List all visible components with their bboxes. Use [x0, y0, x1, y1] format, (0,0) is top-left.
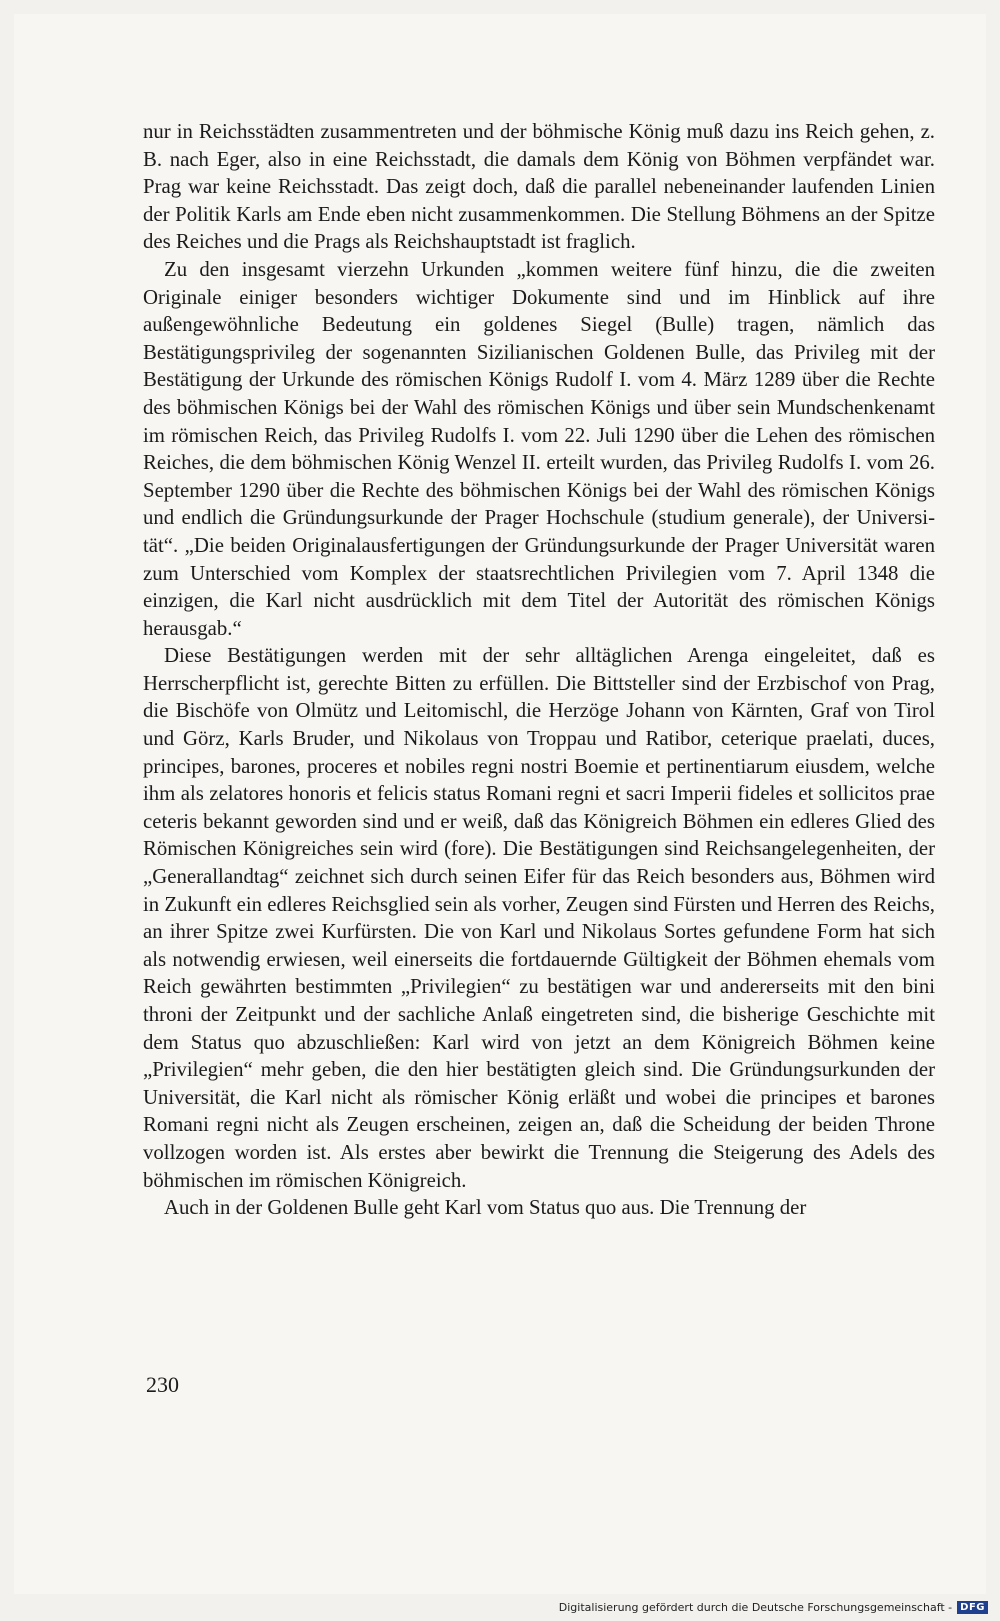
- paragraph-3: Diese Bestätigungen werden mit der sehr alltäglichen Arenga eingeleitet, daß es Herrscherpflicht ist, gerechte Bitten zu erfüllen. Die Bittsteller sind der Erzbischof von Prag, die Bischöfe von Olmütz und Leitomischl, die Herzöge Johann von Kärnten, Graf von Tirol und Görz, Karls Bruder, und Nikolaus von Troppau und Ratibor, ceterique praelati, duces, principes, barones, proceres et nobiles regni nostri Boemie et pertinentiarum eiusdem, welche ihm als zelatores honoris et felicis status Romani regni et sacri Imperii fideles et sollicitos prae ceteris bekannt geworden sind und er weiß, daß das Königreich Böhmen ein edleres Glied des Römischen Königreiches sein wird (fore). Die Bestätigungen sind Reichsangelegenheiten, der „Generallandtag“ zeichnet sich durch seinen Eifer für das Reich besonders aus, Böhmen wird in Zukunft ein edleres Reichsglied sein als vorher, Zeugen sind Fürsten und Herren des Reichs, an ihrer Spitze zwei Kurfürsten. Die von Karl und Nikolaus Sortes gefundene Form hat sich als notwendig erwiesen, weil einerseits die fortdauernde Gültigkeit der Böhmen ehemals vom Reich gewährten bestimmten „Privilegien“ zu bestätigen war und andererseits mit den bini throni der Zeitpunkt und der sachliche Anlaß eingetreten sind, die bisherige Geschichte mit dem Status quo abzuschließen: Karl wird von jetzt an dem Königreich Böhmen keine „Privilegien“ mehr geben, die den hier bestätigten gleich sind. Die Gründungsurkunden der Universität, die Karl nicht als römischer König erläßt und wobei die principes et barones Romani regni nicht als Zeugen erscheinen, zeigen an, daß die Scheidung der beiden Throne vollzogen worden ist. Als erstes aber bewirkt die Trennung die Steigerung des Adels des böhmischen im römischen Königreich.: [143, 644, 935, 1192]
- footer-text: Digitalisierung gefördert durch die Deutsche Forschungsgemeinschaft -: [558, 1600, 953, 1614]
- paragraph-4: Auch in der Goldenen Bulle geht Karl vom Status quo aus. Die Trennung der: [164, 1196, 807, 1220]
- dfg-logo: DFG: [957, 1601, 988, 1614]
- body-text: [143, 118, 935, 1222]
- digitization-footer: [559, 1599, 988, 1615]
- paragraph-1: nur in Reichsstädten zusammentreten und der böhmische König muß dazu ins Reich gehen, z. B. nach Eger, also in eine Reichsstadt, die damals dem König von Böhmen verpfändet war. Prag war keine Reichsstadt. Das zeigt doch, daß die parallel nebeneinander laufenden Linien der Politik Karls am Ende eben nicht zusammenkommen. Die Stellung Böhmens an der Spitze des Reiches und die Prags als Reichshauptstadt ist fraglich.: [143, 120, 935, 254]
- paragraph-2: Zu den insgesamt vierzehn Urkunden „kommen weitere fünf hinzu, die die zweiten Originale einiger besonders wichtiger Dokumente sind und im Hinblick auf ihre außengewöhnliche Bedeutung ein goldenes Siegel (Bulle) tragen, nämlich das Bestätigungsprivileg der sogenannten Sizilianischen Goldenen Bulle, das Privileg mit der Bestätigung der Urkunde des römischen Königs Rudolf I. vom 4. März 1289 über die Rechte des böhmischen Königs bei der Wahl des römischen Königs und über sein Mundschenkenamt im römischen Reich, das Privileg Rudolfs I. vom 22. Juli 1290 über die Lehen des römischen Reiches, die dem böhmischen König Wenzel II. erteilt wurden, das Privileg Rudolfs I. vom 26. September 1290 über die Rechte des böhmischen Königs bei der Wahl des römischen Königs und endlich die Gründungsurkunde der Prager Hochschule (studium generale), der Universität“. „Die beiden Originalausfertigungen der Gründungsurkunde der Prager Universität waren zum Unterschied vom Komplex der staatsrechtlichen Privilegien vom 7. April 1348 die einzigen, die Karl nicht ausdrücklich mit dem Titel der Autorität des römischen Königs herausgab.“: [143, 257, 935, 640]
- page-number: 230: [146, 1372, 179, 1397]
